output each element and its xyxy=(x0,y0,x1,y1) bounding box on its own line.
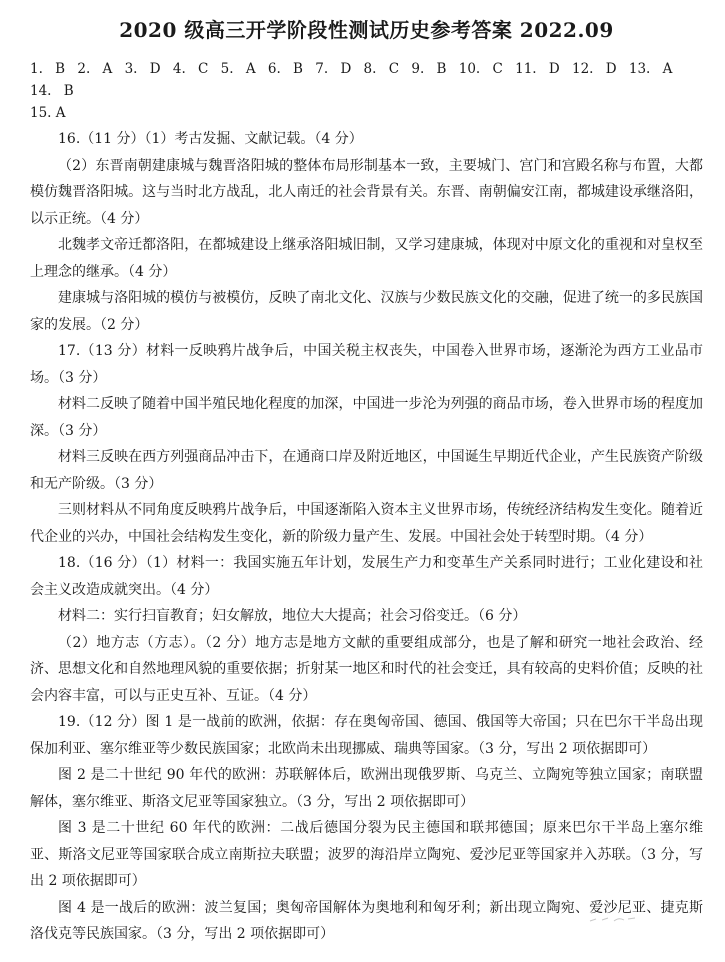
q19-figure-3: 图 3 是二十世纪 60 年代的欧洲：二战后德国分裂为民主德国和联邦德国；原来巴尔干半岛上塞尔维亚、斯洛文尼亚等国家联合成立南斯拉夫联盟；波罗的海沿岸立陶宛、爱沙尼亚等国家并入苏联。（3 分，写出 2 项依据即可） xyxy=(30,820,703,889)
q19-figure-4: 图 4 是一战后的欧洲：波兰复国；奥匈帝国解体为奥地利和匈牙利；新出现立陶宛、爱沙尼亚、捷克斯洛伐克等民族国家。（3 分，写出 2 项依据即可） xyxy=(30,899,703,942)
q16-part1: 16.（11 分）（1）考古发掘、文献记载。（4 分） xyxy=(58,131,363,147)
q16-part2-paragraph-3: 建康城与洛阳城的模仿与被模仿，反映了南北文化、汉族与少数民族文化的交融，促进了统一的多民族国家的发展。（2 分） xyxy=(30,290,703,333)
choice-answers-line-2: 15. A xyxy=(30,105,66,121)
q17-summary: 三则材料从不同角度反映鸦片战争后，中国逐渐陷入资本主义世界市场，传统经济结构发生变化。随着近代企业的兴办，中国社会结构发生变化，新的阶级力量产生、发展。中国社会处于转型时期。（4 分） xyxy=(30,502,703,545)
q19-figure-2: 图 2 是二十世纪 90 年代的欧洲：苏联解体后，欧洲出现俄罗斯、乌克兰、立陶宛等独立国家；南联盟解体，塞尔维亚、斯洛文尼亚等国家独立。（3 分，写出 2 项依据即可） xyxy=(30,767,703,810)
q18-part1-material-1: 18.（16 分）（1）材料一：我国实施五年计划，发展生产力和变革生产关系同时进行；工业化建设和社会主义改造成就突出。（4 分） xyxy=(30,555,703,598)
q18-part1-material-2: 材料二：实行扫盲教育；妇女解放，地位大大提高；社会习俗变迁。（6 分） xyxy=(58,608,527,624)
q16-part2-paragraph-1: （2）东晋南朝建康城与魏晋洛阳城的整体布局形制基本一致，主要城门、宫门和宫殿名称与布置，大都模仿魏晋洛阳城。这与当时北方战乱，北人南迁的社会背景有关。东晋、南朝偏安江南，都城建设承继洛阳，以示正统。（4 分） xyxy=(30,157,703,227)
q17-material-3: 材料三反映在西方列强商品冲击下，在通商口岸及附近地区，中国诞生早期近代企业，产生民族资产阶级和无产阶级。（3 分） xyxy=(30,449,703,492)
q16-part2-paragraph-2: 北魏孝文帝迁都洛阳，在都城建设上继承洛阳城旧制，又学习建康城，体现对中原文化的重视和对皇权至上理念的继承。（4 分） xyxy=(30,237,703,280)
q19-figure-1: 19.（12 分）图 1 是一战前的欧洲，依据：存在奥匈帝国、德国、俄国等大帝国；只在巴尔干半岛出现保加利亚、塞尔维亚等少数民族国家；北欧尚未出现挪威、瑞典等国家。（3 分，写出 2 项依据即可） xyxy=(30,714,703,757)
q18-part2: （2）地方志（方志）。（2 分）地方志是地方文献的重要组成部分，也是了解和研究一地社会政治、经济、思想文化和自然地理风貌的重要依据；折射某一地区和时代的社会变迁，具有较高的史料价值；反映的社会内容丰富，可以与正史互补、互证。（4 分） xyxy=(30,634,703,704)
q17-material-1: 17.（13 分）材料一反映鸦片战争后，中国关税主权丧失，中国卷入世界市场，逐渐沦为西方工业品市场。（3 分） xyxy=(30,343,703,386)
scan-smudge-mark xyxy=(586,912,638,926)
choice-answers-line-1: 1. B 2. A 3. D 4. C 5. A 6. B 7. D 8. C 9. B 10. C 11. D 12. D 13. A 14. B xyxy=(30,61,673,99)
q17-material-2: 材料二反映了随着中国半殖民地化程度的加深，中国进一步沦为列强的商品市场，卷入世界市场的程度加深。（3 分） xyxy=(30,396,703,439)
page-title: 2020 级高三开学阶段性测试历史参考答案 2022.09 xyxy=(119,18,614,42)
